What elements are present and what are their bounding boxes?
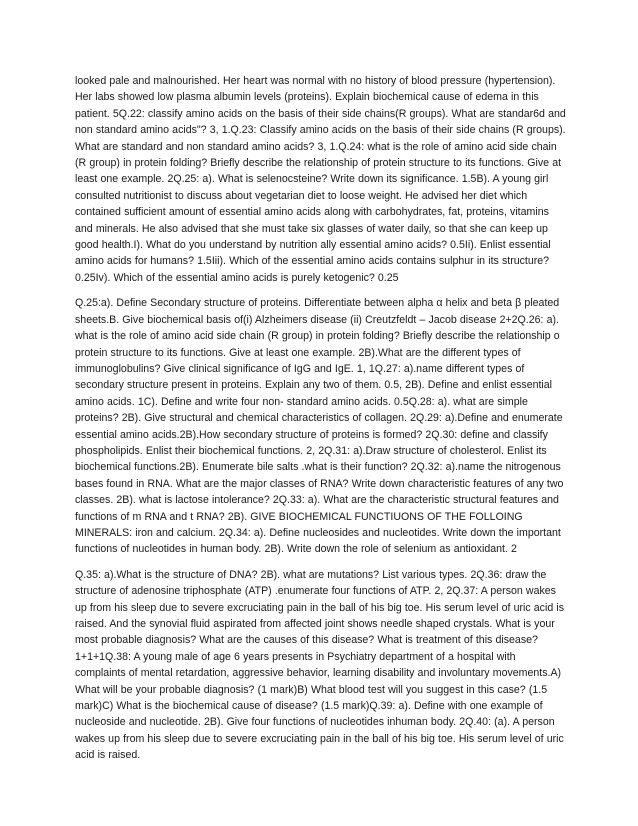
page-body — [75, 73, 567, 773]
paragraph: Q.35: a).What is the structure of DNA? 2B). what are mutations? List various types. 2Q.36: draw the structure of adenosine triphosphate (ATP) .enumerate four functions of ATP. 2, 2Q.37: A person wakes up from his sleep due to severe excruciating pain in the ball of his big toe. His serum level of uric acid is raised. And the synovial fluid aspirated from affected joint shows needle shaped crystals. What is your most probable diagnosis? What are the causes of this disease? What is treatment of this disease? 1+1+1Q.38: A young male of age 6 years presents in Psychiatry department of a hospital with complaints of mental retardation, aggressive behavior, learning disability and involuntary movements.A) What will be your probable diagnosis? (1 mark)B) What blood test will you suggest in this case? (1.5 mark)C) What is the biochemical cause of disease? (1.5 mark)Q.39: a). Define with one example of nucleoside and nucleotide. 2B). Give four functions of nucleotides inhuman body. 2Q.40: (a). A person wakes up from his sleep due to severe excruciating pain in the ball of his big toe. His serum level of uric acid is raised. — [75, 568, 565, 762]
paragraph: looked pale and malnourished. Her heart was normal with no history of blood pressure (hypertension). Her labs showed low plasma albumin levels (proteins). Explain biochemical cause of edema in this patient. 5Q.22: classify amino acids on the basis of their side chains(R groups). What are standar6d and non standard amino acids"? 3, 1.Q.23: Classify amino acids on the basis of their side chains (R groups). What are standard and non standard amino acids? 3, 1.Q.24: what is the role of amino acid side chain (R group) in protein folding? Briefly describe the relationship of protein structure to its functions. Give at least one example. 2Q.25: a). What is selenocsteine? Write down its significance. 1.5B). A young girl consulted nutritionist to discuss about vegetarian diet to loose weight. He advised her diet which contained sufficient amount of essential amino acids along with carbohydrates, fat, proteins, vitamins and minerals. He also advised that she must take six glasses of water daily, so that she can keep up good health.I). What do you understand by nutrition ally essential amino acids? 0.5Ii). Enlist essential amino acids for humans? 1.5Iii). Which of the essential amino acids contains sulphur in its structure? 0.25Iv). Which of the essential amino acids is purely ketogenic? 0.25 — [75, 75, 566, 284]
paragraph: Q.25:a). Define Secondary structure of proteins. Differentiate between alpha α helix and beta β pleated sheets.B. Give biochemical basis of(i) Alzheimers disease (ii) Creutzfeldt – Jacob disease 2+2Q.26: a). what is the role of amino acid side chain (R group) in protein folding? Briefly describe the relationship o protein structure to its functions. Give at least one example. 2B).What are the different types of immunoglobulins? Give clinical significance of IgG and IgE. 1, 1Q.27: a).name different types of secondary structure present in proteins. Explain any two of them. 0.5, 2B). Define and enlist essential amino acids. 1C). Define and write four non- standard amino acids. 0.5Q.28: a). what are simple proteins? 2B). Give structural and chemical characteristics of collagen. 2Q.29: a).Define and enumerate essential amino acids.2B).How secondary structure of proteins is formed? 2Q.30: define and classify phospholipids. Enlist their biochemical functions. 2, 2Q.31: a).Draw structure of cholesterol. Enlist its biochemical functions.2B). Enumerate bile salts .what is their function? 2Q.32: a).name the nitrogenous bases found in RNA. What are the major classes of RNA? Write down characteristic features of any two classes. 2B). what is lactose intolerance? 2Q.33: a). What are the characteristic structural features and functions of m RNA and t RNA? 2B). GIVE BIOCHEMICAL FUNCTIUONS OF THE FOLLOING MINERALS: iron and calcium. 2Q.34: a). Define nucleosides and nucleotides. Write down the important functions of nucleotides in human body. 2B). Write down the role of selenium as antioxidant. 2 — [75, 297, 564, 556]
